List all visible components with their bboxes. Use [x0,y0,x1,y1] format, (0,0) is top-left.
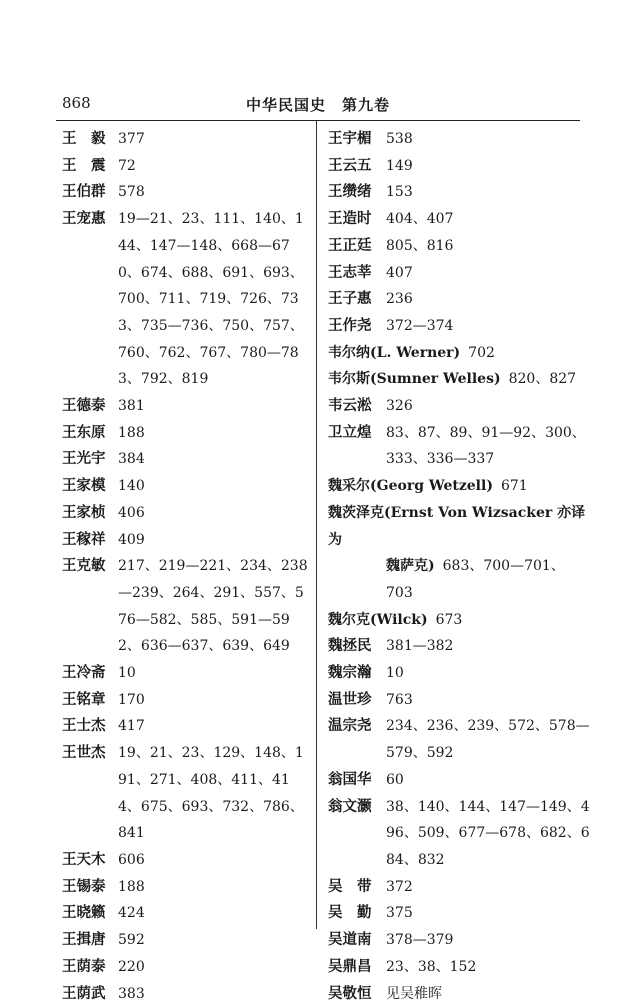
index-entry [328,633,590,660]
entry-pages: 683、700—701、703 [386,558,565,601]
index-entry-continuation [328,553,590,606]
entry-pages: 38、140、144、147—149、496、509、677—678、682、684、832 [328,794,590,874]
index-column-left [62,126,312,1007]
entry-name: 魏茨泽克(Ernst Von Wizsacker 亦译为 [328,505,585,548]
entry-name: 王 毅 [62,126,106,153]
entry-pages: 702 [468,345,495,361]
entry-name: 王德泰 [62,393,106,420]
entry-pages: 326 [328,393,590,420]
entry-name: 王克敏 [62,553,106,580]
entry-pages: 407 [328,260,590,287]
index-entry [62,473,312,500]
entry-name: 王云五 [328,153,372,180]
entry-name: 韦尔纳(L. Werner) [328,345,460,361]
index-entry [328,233,590,260]
entry-name: 温世珍 [328,687,372,714]
entry-name: 王志莘 [328,260,372,287]
entry-name: 王冷斋 [62,660,106,687]
running-title: 中华民国史 第九卷 [62,94,574,115]
entry-pages: 538 [328,126,590,153]
index-entry [328,153,590,180]
entry-pages: 384 [62,446,312,473]
entry-name: 王家桢 [62,500,106,527]
entry-pages: 72 [62,153,312,180]
index-entry [328,794,590,874]
entry-name: 王光宇 [62,446,106,473]
index-entry [62,900,312,927]
index-entry [328,313,590,340]
entry-name: 王正廷 [328,233,372,260]
entry-pages: 10 [62,660,312,687]
entry-name: 吴鼎昌 [328,954,372,981]
index-entry [62,500,312,527]
index-entry [62,393,312,420]
index-entry [62,206,312,393]
index-entry [328,260,590,287]
entry-pages: 404、407 [328,206,590,233]
index-entry [62,847,312,874]
entry-pages: 820、827 [509,371,576,387]
entry-name: 王东原 [62,420,106,447]
index-entry [62,126,312,153]
entry-name: 吴道南 [328,927,372,954]
index-entry [62,553,312,660]
index-entry [328,981,590,1007]
index-column-right [328,126,590,1007]
entry-name: 王稼祥 [62,527,106,554]
header-rule [56,120,580,121]
entry-name: 魏采尔(Georg Wetzell) [328,478,493,494]
entry-pages: 60 [328,767,590,794]
entry-pages: 10 [328,660,590,687]
entry-name: 王铭章 [62,687,106,714]
entry-name: 王宠惠 [62,206,106,233]
index-entry [62,687,312,714]
entry-name: 魏宗瀚 [328,660,372,687]
index-entry [62,740,312,847]
index-entry [328,420,590,473]
index-entry [62,420,312,447]
index-entry [328,473,590,500]
entry-pages: 424 [62,900,312,927]
entry-name: 吴敬恒 [328,981,372,1007]
index-entry [328,767,590,794]
entry-pages: 236 [328,286,590,313]
entry-pages: 19—21、23、111、140、144、147—148、668—670、674、688、691、693、700、711、719、726、733、735—736、750、757、760、762、767、780—783、792、819 [62,206,312,393]
index-entry [62,153,312,180]
entry-pages: 188 [62,874,312,901]
index-entry [328,393,590,420]
entry-name-continuation: 魏萨克) [386,558,435,574]
entry-name: 王世杰 [62,740,106,767]
page-header [62,94,574,116]
entry-pages: 383 [62,981,312,1007]
entry-name: 王荫泰 [62,954,106,981]
entry-pages: 377 [62,126,312,153]
entry-name: 王锡泰 [62,874,106,901]
index-entry [328,126,590,153]
entry-name: 王作尧 [328,313,372,340]
index-entry [62,446,312,473]
entry-pages: 23、38、152 [328,954,590,981]
index-entry [62,954,312,981]
entry-name: 王 震 [62,153,106,180]
index-entry [328,206,590,233]
entry-pages: 372—374 [328,313,590,340]
entry-name: 王宇楣 [328,126,372,153]
index-entry [328,286,590,313]
entry-pages: 220 [62,954,312,981]
index-entry [328,713,590,766]
entry-pages: 763 [328,687,590,714]
entry-name: 王缵绪 [328,179,372,206]
index-entry [62,981,312,1007]
index-entry [62,874,312,901]
entry-pages: 578 [62,179,312,206]
index-entry [328,927,590,954]
entry-name: 王天木 [62,847,106,874]
entry-pages: 234、236、239、572、578—579、592 [328,713,590,766]
entry-pages: 19、21、23、129、148、191、271、408、411、414、675、693、732、786、841 [62,740,312,847]
entry-pages: 417 [62,713,312,740]
entry-name: 王家模 [62,473,106,500]
entry-name: 卫立煌 [328,420,372,447]
entry-name: 王揖唐 [62,927,106,954]
index-entry [328,366,590,393]
entry-pages: 409 [62,527,312,554]
entry-pages: 见吴稚晖 [328,981,590,1007]
entry-name: 王造时 [328,206,372,233]
entry-name: 魏尔克(Wilck) [328,612,428,628]
entry-pages: 188 [62,420,312,447]
entry-name: 王子惠 [328,286,372,313]
index-entry [328,874,590,901]
index-entry [62,660,312,687]
entry-pages: 153 [328,179,590,206]
entry-name: 王士杰 [62,713,106,740]
index-entry [328,500,590,553]
entry-name: 王晓籁 [62,900,106,927]
entry-name: 王伯群 [62,179,106,206]
entry-name: 韦云淞 [328,393,372,420]
entry-name: 吴 勤 [328,900,372,927]
entry-name: 韦尔斯(Sumner Welles) [328,371,501,387]
entry-pages: 170 [62,687,312,714]
entry-pages: 372 [328,874,590,901]
entry-name: 王荫武 [62,981,106,1007]
entry-pages: 381 [62,393,312,420]
entry-pages: 375 [328,900,590,927]
entry-name: 翁文灏 [328,794,372,821]
index-entry [62,527,312,554]
entry-pages: 406 [62,500,312,527]
column-divider [316,121,317,929]
entry-pages: 217、219—221、234、238—239、264、291、557、576—582、585、591—592、636—637、639、649 [62,553,312,660]
index-entry [328,179,590,206]
page-number: 868 [62,94,91,112]
index-entry [328,687,590,714]
entry-pages: 381—382 [328,633,590,660]
entry-pages: 149 [328,153,590,180]
entry-name: 温宗尧 [328,713,372,740]
entry-pages: 378—379 [328,927,590,954]
index-entry [328,900,590,927]
entry-name: 吴 带 [328,874,372,901]
entry-pages: 673 [436,612,463,628]
entry-pages: 606 [62,847,312,874]
entry-pages: 83、87、89、91—92、300、333、336—337 [328,420,590,473]
index-entry [328,660,590,687]
entry-pages: 671 [501,478,528,494]
index-entry [62,713,312,740]
index-entry [328,340,590,367]
entry-pages: 140 [62,473,312,500]
entry-pages: 592 [62,927,312,954]
index-entry [62,179,312,206]
index-entry [328,607,590,634]
entry-pages: 805、816 [328,233,590,260]
index-entry [62,927,312,954]
entry-name: 翁国华 [328,767,372,794]
index-entry [328,954,590,981]
entry-name: 魏拯民 [328,633,372,660]
